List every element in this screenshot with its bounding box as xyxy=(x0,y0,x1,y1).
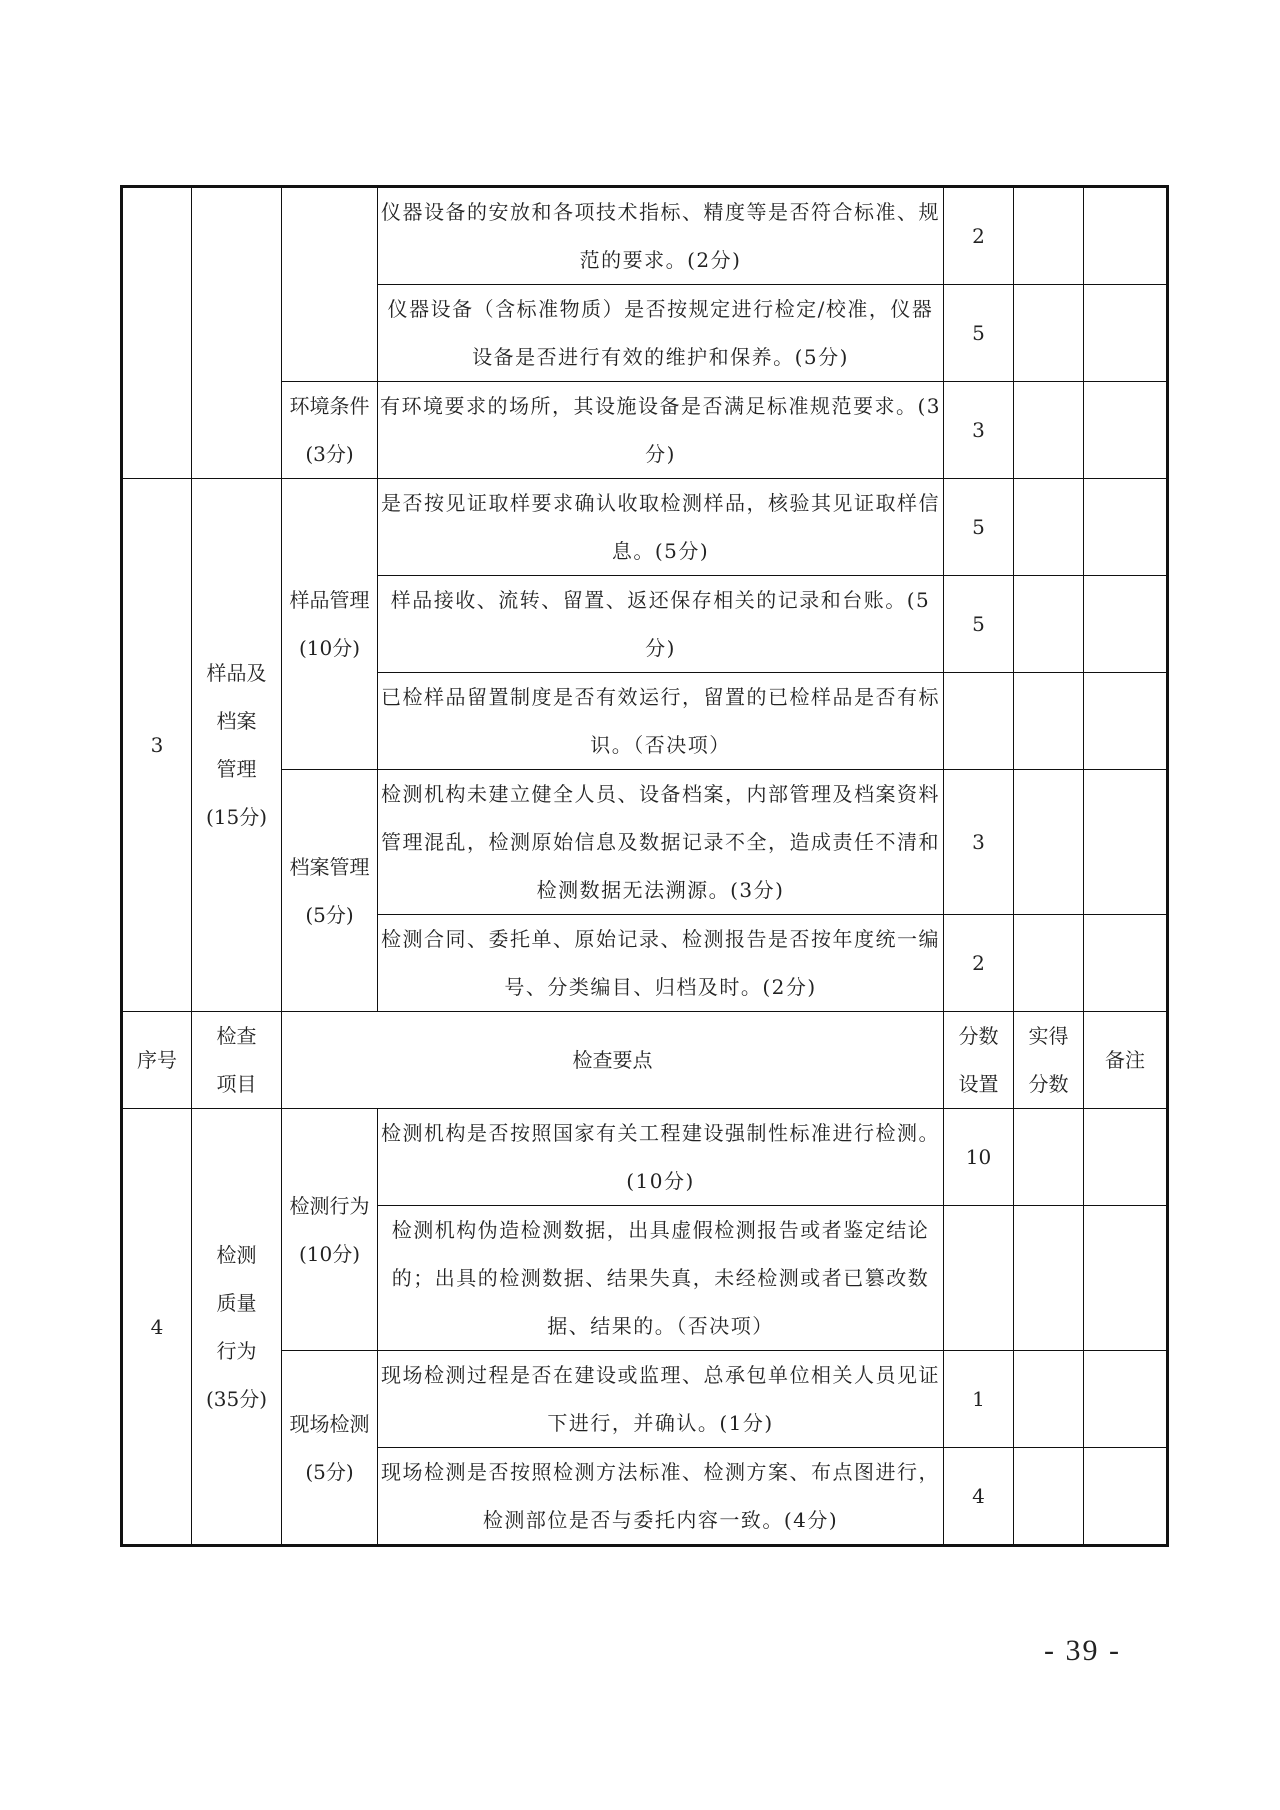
actual-score-cell xyxy=(1014,479,1084,576)
score-value: 3 xyxy=(944,770,1014,915)
actual-score-cell xyxy=(1014,382,1084,479)
remark-cell xyxy=(1084,1448,1168,1546)
subitem-environment: 环境条件 (3分) xyxy=(282,382,378,479)
score-value: 2 xyxy=(944,187,1014,285)
seq-number: 4 xyxy=(122,1109,192,1546)
check-point: 现场检测过程是否在建设或监理、总承包单位相关人员见证下进行，并确认。(1分) xyxy=(378,1351,944,1448)
actual-score-cell xyxy=(1014,915,1084,1012)
subitem-testing-behavior: 检测行为 (10分) xyxy=(282,1109,378,1351)
subitem-onsite-testing: 现场检测 (5分) xyxy=(282,1351,378,1546)
check-point: 有环境要求的场所，其设施设备是否满足标准规范要求。(3分) xyxy=(378,382,944,479)
check-point: 检测机构是否按照国家有关工程建设强制性标准进行检测。(10分) xyxy=(378,1109,944,1206)
remark-cell xyxy=(1084,479,1168,576)
subitem-archive-management: 档案管理 (5分) xyxy=(282,770,378,1012)
check-point: 仪器设备（含标准物质）是否按规定进行检定/校准，仪器设备是否进行有效的维护和保养。(5分) xyxy=(378,285,944,382)
check-point: 是否按见证取样要求确认收取检测样品，核验其见证取样信息。(5分) xyxy=(378,479,944,576)
score-value: 10 xyxy=(944,1109,1014,1206)
check-point: 已检样品留置制度是否有效运行，留置的已检样品是否有标识。（否决项） xyxy=(378,673,944,770)
remark-cell xyxy=(1084,770,1168,915)
remark-cell xyxy=(1084,576,1168,673)
actual-score-cell xyxy=(1014,1448,1084,1546)
score-value: 5 xyxy=(944,285,1014,382)
header-seq: 序号 xyxy=(122,1012,192,1109)
remark-cell xyxy=(1084,382,1168,479)
check-point: 仪器设备的安放和各项技术指标、精度等是否符合标准、规范的要求。(2分) xyxy=(378,187,944,285)
seq-number: 3 xyxy=(122,479,192,1012)
check-point: 检测合同、委托单、原始记录、检测报告是否按年度统一编号、分类编目、归档及时。(2分) xyxy=(378,915,944,1012)
score-value: 2 xyxy=(944,915,1014,1012)
category-sample-archive: 样品及 档案 管理 (15分) xyxy=(192,479,282,1012)
actual-score-cell xyxy=(1014,770,1084,915)
score-value: 1 xyxy=(944,1351,1014,1448)
header-score: 分数 设置 xyxy=(944,1012,1014,1109)
header-remark: 备注 xyxy=(1084,1012,1168,1109)
score-value xyxy=(944,673,1014,770)
actual-score-cell xyxy=(1014,187,1084,285)
check-point: 现场检测是否按照检测方法标准、检测方案、布点图进行，检测部位是否与委托内容一致。(4分) xyxy=(378,1448,944,1546)
inspection-table xyxy=(120,185,1169,1547)
category-cell-cont xyxy=(192,187,282,479)
score-value: 3 xyxy=(944,382,1014,479)
remark-cell xyxy=(1084,1109,1168,1206)
remark-cell xyxy=(1084,915,1168,1012)
header-item: 检查 项目 xyxy=(192,1012,282,1109)
page-number: - 39 - xyxy=(1044,1634,1121,1667)
remark-cell xyxy=(1084,673,1168,770)
actual-score-cell xyxy=(1014,1206,1084,1351)
score-value: 5 xyxy=(944,576,1014,673)
category-quality-behavior: 检测 质量 行为 (35分) xyxy=(192,1109,282,1546)
remark-cell xyxy=(1084,1206,1168,1351)
check-point: 样品接收、流转、留置、返还保存相关的记录和台账。(5分) xyxy=(378,576,944,673)
score-value xyxy=(944,1206,1014,1351)
actual-score-cell xyxy=(1014,1351,1084,1448)
actual-score-cell xyxy=(1014,576,1084,673)
seq-cell-cont xyxy=(122,187,192,479)
actual-score-cell xyxy=(1014,285,1084,382)
actual-score-cell xyxy=(1014,673,1084,770)
header-points: 检查要点 xyxy=(282,1012,944,1109)
remark-cell xyxy=(1084,187,1168,285)
check-point: 检测机构伪造检测数据，出具虚假检测报告或者鉴定结论的；出具的检测数据、结果失真，未经检测或者已篡改数据、结果的。（否决项） xyxy=(378,1206,944,1351)
sub-cell-cont xyxy=(282,187,378,382)
remark-cell xyxy=(1084,1351,1168,1448)
subitem-sample-management: 样品管理 (10分) xyxy=(282,479,378,770)
score-value: 4 xyxy=(944,1448,1014,1546)
check-point: 检测机构未建立健全人员、设备档案，内部管理及档案资料管理混乱，检测原始信息及数据记录不全，造成责任不清和检测数据无法溯源。(3分) xyxy=(378,770,944,915)
remark-cell xyxy=(1084,285,1168,382)
actual-score-cell xyxy=(1014,1109,1084,1206)
header-actual: 实得 分数 xyxy=(1014,1012,1084,1109)
score-value: 5 xyxy=(944,479,1014,576)
